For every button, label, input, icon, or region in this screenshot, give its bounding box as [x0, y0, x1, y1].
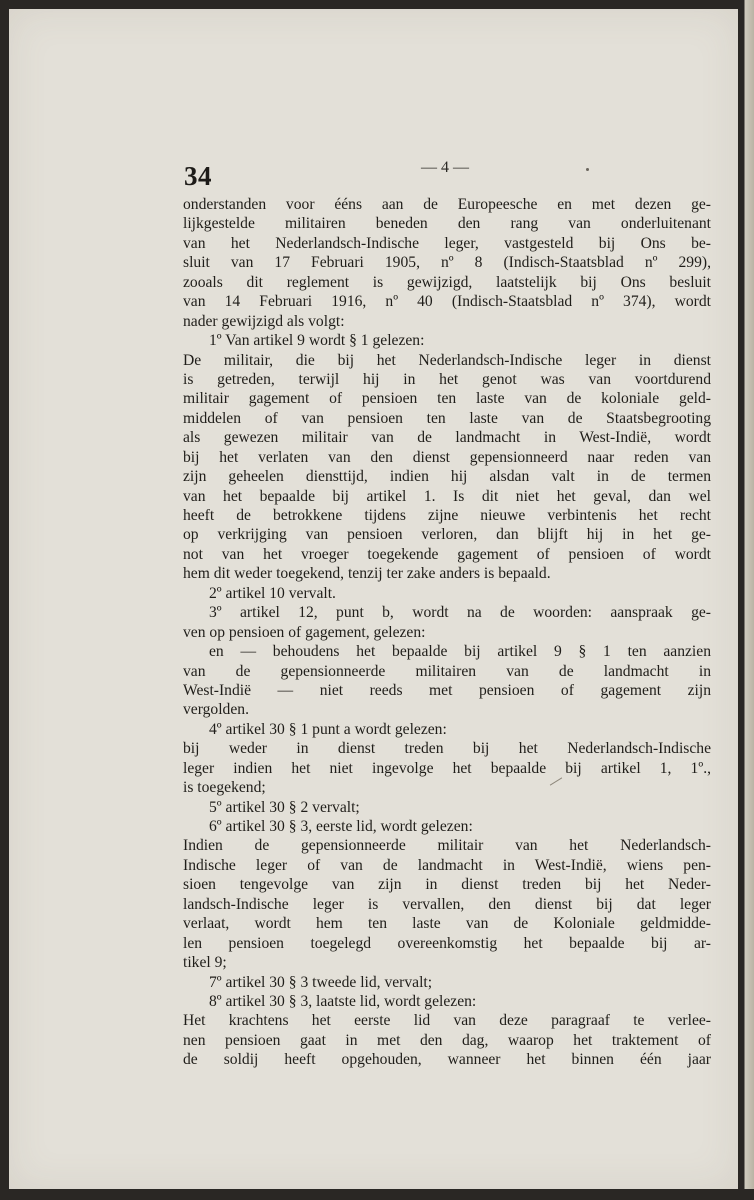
body-text — [183, 195, 711, 1070]
text-line: zooals dit reglement is gewijzigd, laatstelijk bij Ons besluit — [183, 273, 711, 291]
text-line: de soldij heeft opgehouden, wanneer het binnen één jaar — [183, 1051, 711, 1069]
text-line: sioen tengevolge van zijn in dienst treden bij het Neder- — [183, 876, 711, 894]
text-line: tikel 9; — [183, 954, 227, 972]
text-line: nen pensioen gaat in met den dag, waarop het traktement of — [183, 1031, 711, 1049]
text-line: bij het verlaten van den dienst gepensionneerd naar reden van — [183, 448, 711, 466]
text-line: militair gagement of pensioen ten laste van de koloniale geld- — [183, 390, 711, 408]
text-line: De militair, die bij het Nederlandsch-Indische leger in dienst — [183, 351, 711, 369]
text-line: als gewezen militair van de landmacht in West-Indië, wordt — [183, 429, 711, 447]
text-line: is toegekend; — [183, 779, 266, 797]
text-line: len pensioen toegelegd overeenkomstig het bepaalde bij ar- — [183, 934, 711, 952]
text-line: heeft de betrokkene tijdens zijne nieuwe verbintenis het recht — [183, 507, 711, 524]
text-line: middelen of van pensioen ten laste van de Staatsbegrooting — [183, 409, 711, 427]
text-line: op verkrijging van pensioen verloren, dan blijft hij in het ge- — [183, 526, 711, 544]
text-line: van het Nederlandsch-Indische leger, vastgesteld bij Ons be- — [183, 234, 711, 252]
text-line: is getreden, terwijl hij in het genot was van voortdurend — [183, 370, 711, 388]
text-line: 1º Van artikel 9 wordt § 1 gelezen: — [209, 332, 425, 350]
book-page — [9, 9, 738, 1189]
text-line: vergolden. — [183, 701, 249, 719]
text-line: bij weder in dienst treden bij het Nederlandsch-Indische — [183, 740, 711, 758]
text-line: 7º artikel 30 § 3 tweede lid, vervalt; — [209, 973, 433, 991]
text-line: van de gepensionneerde militairen van de landmacht in — [183, 662, 711, 680]
text-line: hem dit weder toegekend, tenzij ter zake anders is bepaald. — [183, 565, 551, 583]
text-line: en — behoudens het bepaalde bij artikel 9 § 1 ten aanzien — [209, 643, 711, 661]
text-line: ven op pensioen of gagement, gelezen: — [183, 623, 426, 641]
text-line: West-Indië — niet reeds met pensioen of gagement zijn — [183, 681, 711, 699]
text-line: 5º artikel 30 § 2 vervalt; — [209, 798, 360, 816]
text-line: verlaat, wordt hem ten laste van de Koloniale geldmidde- — [183, 915, 711, 933]
text-line: van 14 Februari 1916, nº 40 (Indisch-Staatsblad nº 374), wordt — [183, 293, 711, 311]
text-line: 2º artikel 10 vervalt. — [209, 584, 336, 602]
text-line: sluit van 17 Februari 1905, nº 8 (Indisch-Staatsblad nº 299), — [183, 254, 711, 272]
text-line: landsch-Indische leger is vervallen, den dienst bij dat leger — [183, 895, 711, 913]
text-line: leger indien het niet ingevolge het bepaalde bij artikel 1, 1º., — [183, 759, 711, 777]
text-line: not van het vroeger toegekende gagement of pensioen of wordt — [183, 545, 711, 563]
text-line: 3º artikel 12, punt b, wordt na de woorden: aanspraak ge- — [209, 604, 711, 622]
text-line: 6º artikel 30 § 3, eerste lid, wordt gelezen: — [209, 818, 473, 835]
text-line: Het krachtens het eerste lid van deze paragraaf te verlee- — [183, 1012, 711, 1030]
text-line: nader gewijzigd als volgt: — [183, 312, 345, 330]
text-line: 8º artikel 30 § 3, laatste lid, wordt gelezen: — [209, 992, 477, 1010]
book-edge — [738, 0, 754, 1200]
text-line: 4º artikel 30 § 1 punt a wordt gelezen: — [209, 720, 447, 738]
section-number: — 4 — — [421, 159, 469, 176]
text-line: Indien de gepensionneerde militair van het Nederlandsch- — [183, 837, 711, 855]
text-line: onderstanden voor ééns aan de Europeesche en met dezen ge- — [183, 196, 711, 213]
scan-border — [0, 1189, 754, 1200]
paper-speck — [586, 168, 589, 171]
text-line: van het bepaalde bij artikel 1. Is dit niet het geval, dan wel — [183, 487, 711, 505]
text-line: lijkgestelde militairen beneden den rang van onderluitenant — [183, 215, 711, 233]
text-line: zijn geheelen diensttijd, indien hij alsdan valt in de termen — [183, 468, 711, 486]
page-number: 34 — [184, 161, 212, 191]
text-line: Indische leger of van de landmacht in West-Indië, wiens pen- — [183, 856, 711, 874]
